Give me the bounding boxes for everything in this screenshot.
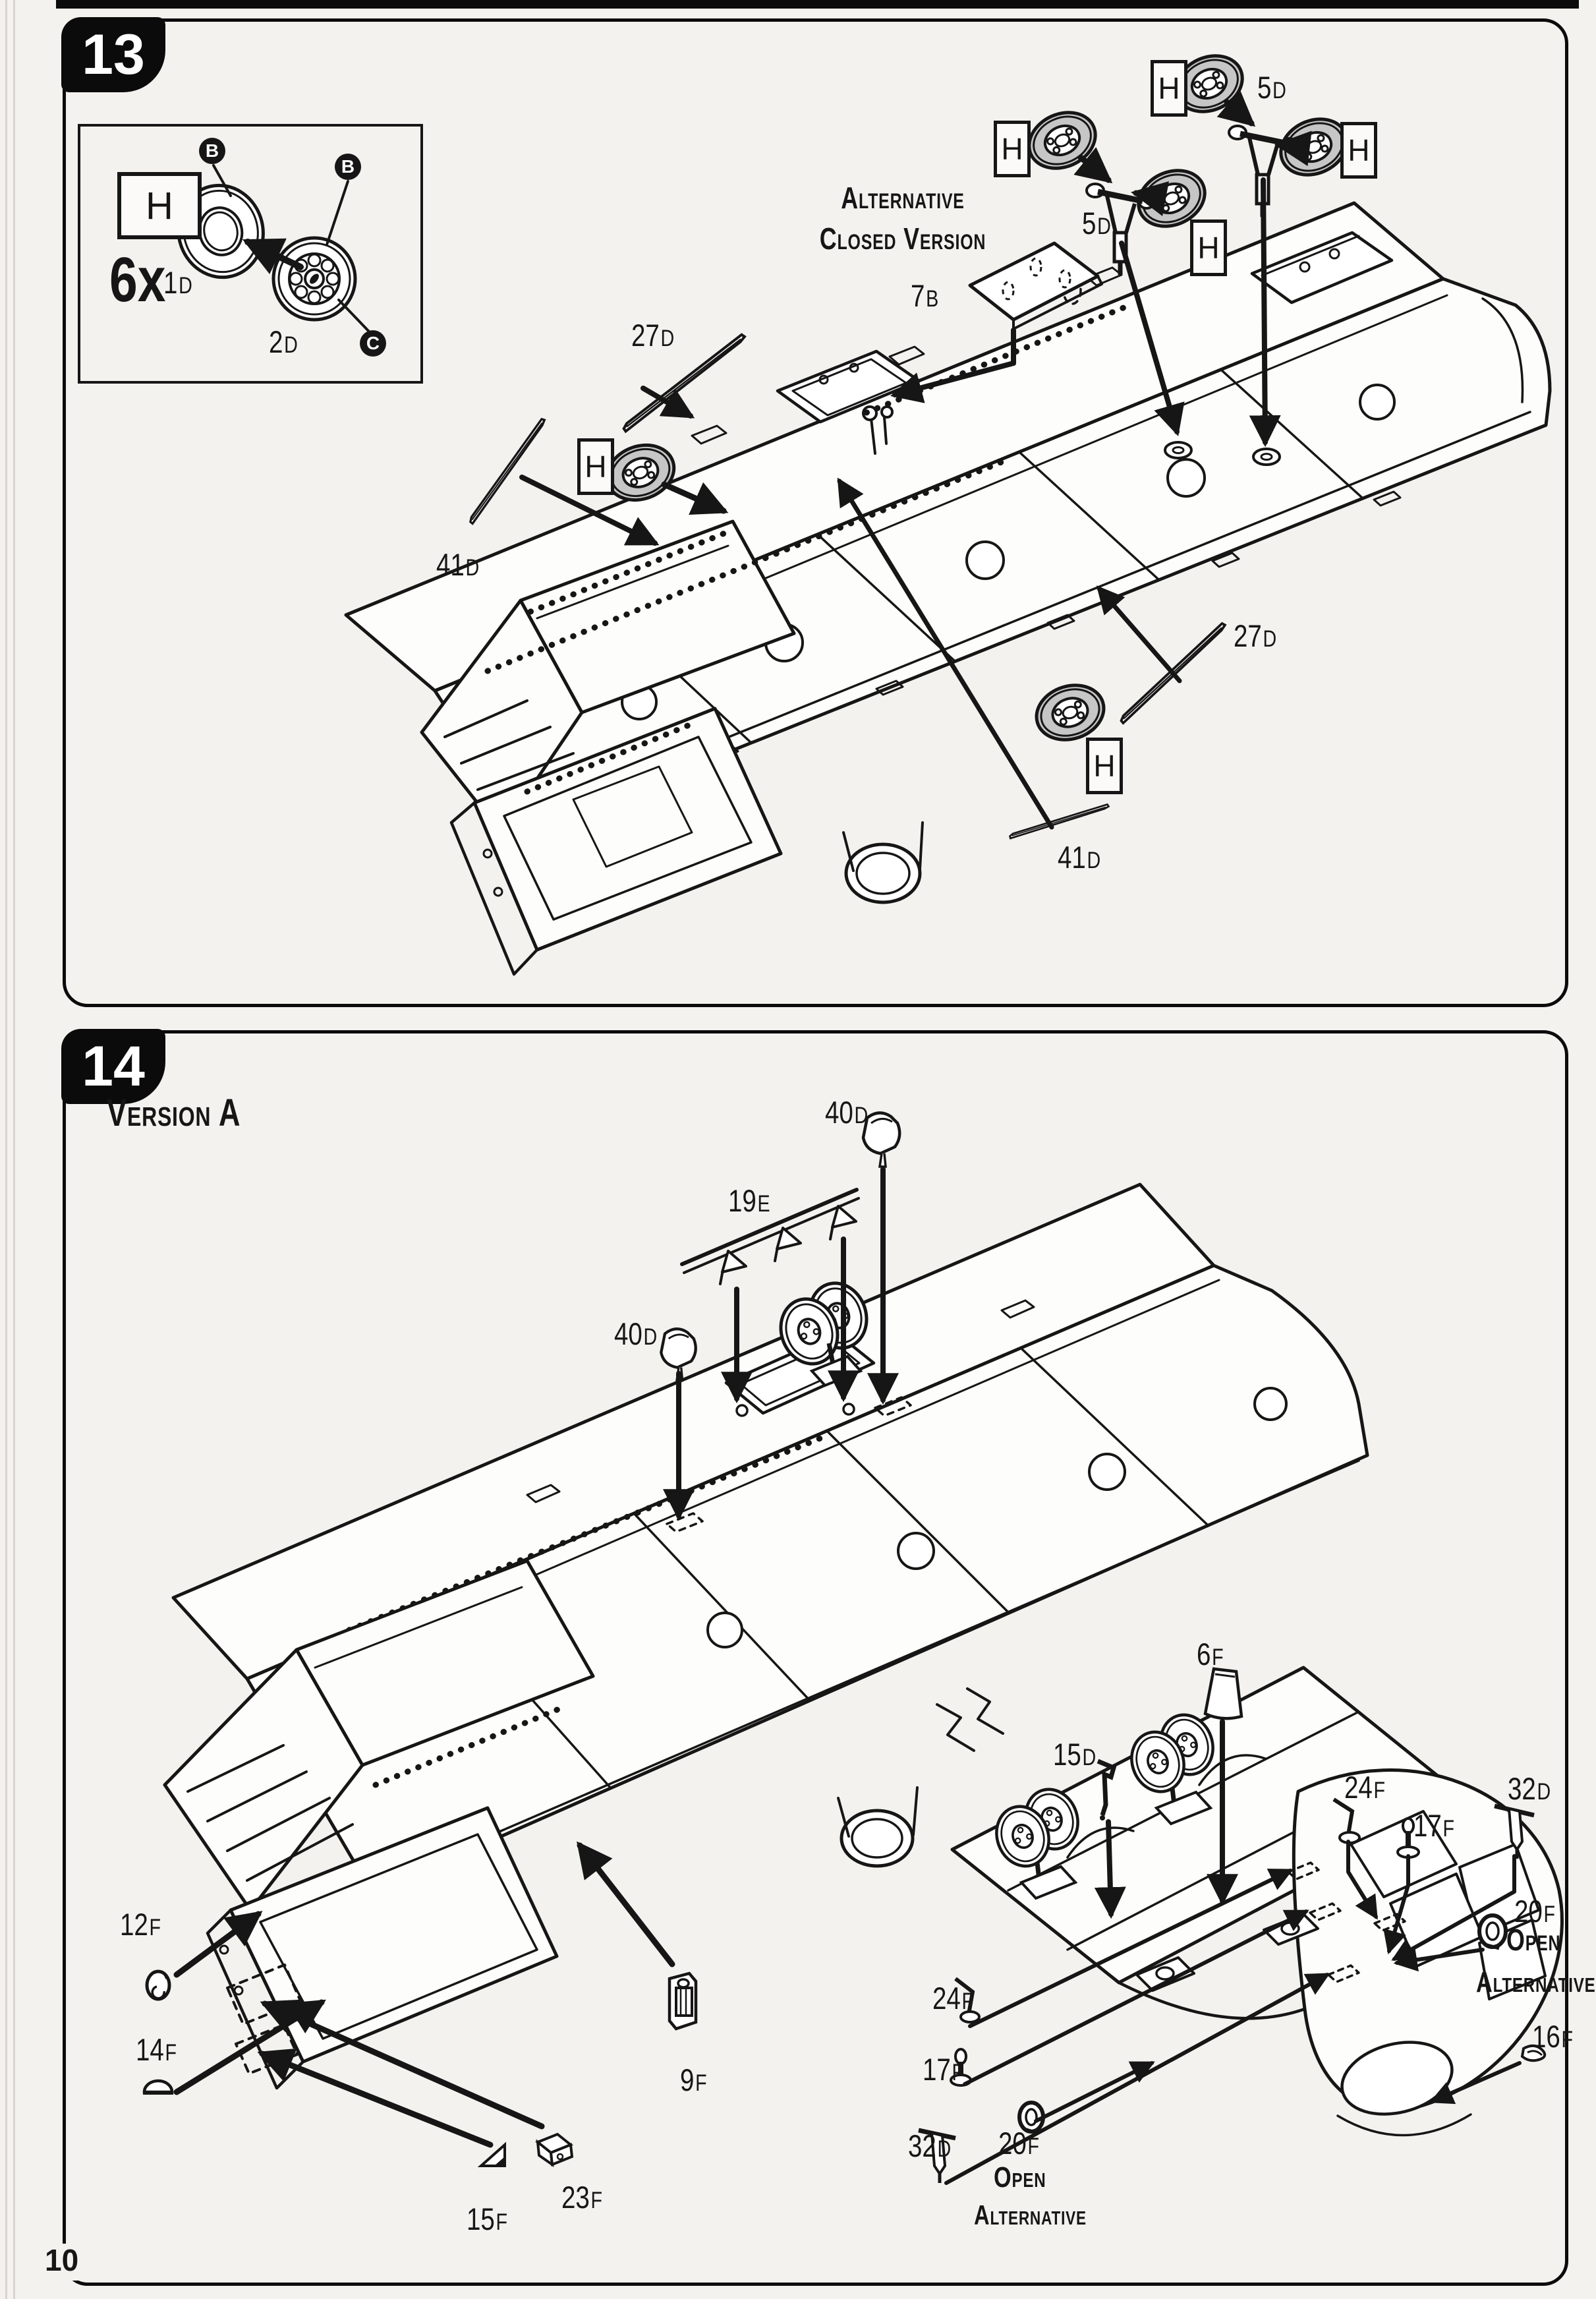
scan-edge-top: [56, 0, 1579, 9]
step-13-number: 13: [82, 22, 145, 86]
part-label-19e: 19E: [728, 1183, 770, 1218]
part-label-16f: 16F: [1532, 2019, 1574, 2054]
bag-h-marker-6: H: [1086, 738, 1123, 794]
alt-closed-heading-line2: Closed Version: [819, 221, 986, 256]
bag-h-marker-1: H: [994, 121, 1031, 177]
part-15f-wedge-icon: [481, 2145, 505, 2166]
step-14-panel: [63, 1030, 1596, 2286]
part-label-9f: 9F: [680, 2062, 707, 2097]
open-alt-right-line2: Alternative: [1476, 1966, 1596, 1998]
bag-h-marker-3: H: [1340, 122, 1377, 179]
part-label-32d-bottom: 32D: [908, 2128, 952, 2163]
part-label-40d-left: 40D: [614, 1316, 658, 1351]
bag-h-marker-inset: H: [117, 172, 202, 239]
step-13-panel: [63, 18, 1568, 1007]
open-alt-bottom-line1: Open: [994, 2161, 1046, 2194]
part-20f-ring-right-icon: [1479, 1915, 1506, 1948]
inset-quantity: 6x: [109, 245, 166, 315]
part-label-2d: 2D: [269, 324, 298, 359]
part-label-24f-right: 24F: [1344, 1770, 1386, 1805]
part-6f-fin-icon: [1205, 1669, 1241, 1718]
part-label-5d-right: 5D: [1257, 70, 1286, 105]
part-41d-strip-left-icon: [463, 419, 552, 524]
part-label-41d-left: 41D: [436, 547, 480, 582]
page-number: 10: [43, 2244, 84, 2281]
part-label-7b: 7B: [911, 278, 939, 313]
part-40d-beacon-top-icon: [863, 1113, 899, 1167]
part-label-32d-right: 32D: [1508, 1771, 1551, 1806]
version-a-heading: Version A: [107, 1091, 241, 1134]
part-12f-clip-icon: [147, 1971, 169, 1999]
part-label-27d-right: 27D: [1234, 618, 1277, 653]
bag-h-marker-5: H: [577, 438, 614, 495]
part-label-24f-bottom: 24F: [932, 1981, 974, 2016]
part-label-15f: 15F: [467, 2201, 508, 2236]
step-14-number: 14: [82, 1034, 145, 1098]
open-alt-bottom-line2: Alternative: [974, 2199, 1087, 2230]
part-label-41d-right: 41D: [1058, 840, 1101, 875]
bag-h-marker-2: H: [1151, 60, 1187, 117]
part-label-5d-left: 5D: [1082, 206, 1111, 241]
part-label-20f-right: 20F: [1514, 1894, 1556, 1929]
part-label-17f-bottom: 17F: [923, 2052, 964, 2087]
scan-line-left-1: [5, 0, 7, 2299]
part-label-40d-top: 40D: [825, 1095, 869, 1130]
open-alt-right-line1: Open: [1506, 1923, 1561, 1957]
part-label-1d: 1D: [163, 265, 192, 300]
part-label-12f: 12F: [120, 1907, 161, 1942]
part-label-6f: 6F: [1197, 1637, 1224, 1672]
callout-c-hub: C: [360, 330, 386, 357]
callout-b-hub: B: [335, 154, 361, 180]
step-14-illustration: [66, 1033, 1565, 2283]
callout-b-tire: B: [199, 138, 225, 164]
bag-h-marker-4: H: [1190, 219, 1227, 276]
part-label-20f-bottom: 20F: [998, 2126, 1040, 2161]
part-label-17f-right: 17F: [1413, 1808, 1455, 1843]
part-23f-box-icon: [538, 2134, 572, 2165]
nose-underside-art: [937, 1668, 1562, 2136]
alt-closed-heading-line1: Alternative: [841, 181, 965, 215]
part-label-15d: 15D: [1053, 1737, 1097, 1772]
part-label-27d-left: 27D: [631, 318, 675, 353]
part-14f-dome-icon: [143, 2081, 173, 2093]
scan-line-left-2: [13, 0, 15, 2299]
part-41d-strip-right-icon: [1008, 804, 1110, 838]
part-label-23f: 23F: [561, 2180, 603, 2215]
part-19e-rail-icon: [682, 1190, 859, 1284]
part-9f-bottle-icon: [670, 1973, 696, 2029]
part-label-14f: 14F: [136, 2032, 177, 2067]
